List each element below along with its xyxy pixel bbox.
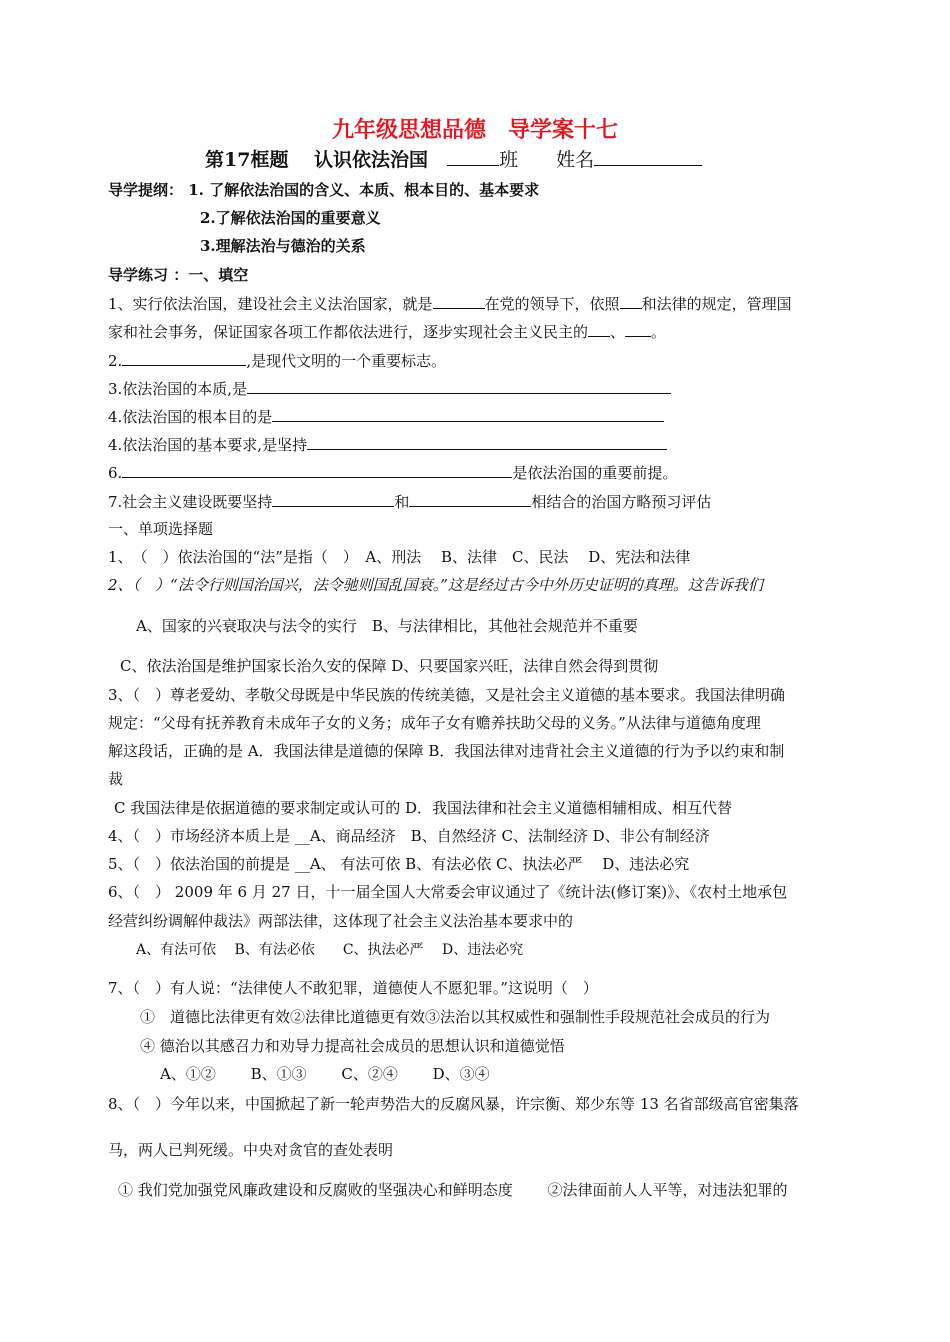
fill-question-1 bbox=[108, 293, 792, 314]
choice-line: A、①② B、①③ C、②④ D、③④ bbox=[160, 1065, 490, 1083]
lesson-header bbox=[205, 148, 702, 172]
question-text: 4.依法治国的根本目的是 bbox=[108, 408, 273, 426]
choice-line: ④ 德治以其感召力和劝导力提高社会成员的思想认识和道德觉悟 bbox=[140, 1037, 565, 1055]
choice-line: 6、（ ） 2009 年 6 月 27 日，十一届全国人大常委会审议通过了《统计法(修订案)》、《农村土地承包 bbox=[108, 883, 788, 901]
answer-blank[interactable] bbox=[433, 293, 485, 309]
choice-line: 裁 bbox=[108, 770, 124, 788]
fill-question-7 bbox=[108, 491, 711, 512]
choice-line: 4、（ ）市场经济本质上是 __A、商品经济 B、自然经济 C、法制经济 D、非公有制经济 bbox=[108, 827, 710, 845]
choice-line: 1、 （ ）依法治国的“法”是指（ ） A、刑法 B、法律 C、民法 D、宪法和法律 bbox=[108, 548, 691, 566]
question-text: ,是现代文明的一个重要标志。 bbox=[246, 352, 447, 370]
fill-question-5 bbox=[108, 434, 667, 455]
answer-blank[interactable] bbox=[307, 434, 667, 450]
question-text: 相结合的治国方略预习评估 bbox=[531, 493, 712, 511]
choice-line: A、国家的兴衰取决与法令的实行 B、与法律相比，其他社会规范并不重要 bbox=[136, 617, 638, 635]
answer-blank[interactable] bbox=[122, 350, 246, 366]
choice-line: 马，两人已判死缓。中央对贪官的查处表明 bbox=[108, 1141, 394, 1159]
question-text: 和法律的规定，管理国 bbox=[641, 295, 792, 313]
choice-line: 8、（ ）今年以来，中国掀起了新一轮声势浩大的反腐风暴，许宗衡、郑少东等 13 名省部级高官密集落 bbox=[108, 1095, 799, 1113]
question-text: 2. bbox=[108, 352, 123, 370]
answer-blank[interactable] bbox=[247, 378, 671, 394]
choice-line: A、有法可依 B、有法必依 C、执法必严 D、违法必究 bbox=[136, 942, 524, 958]
fill-question-2 bbox=[108, 350, 446, 371]
choice-line: ① 道德比法律更有效②法律比道德更有效③法治以其权威性和强制性手段规范社会成员的行为 bbox=[140, 1008, 771, 1026]
answer-blank[interactable] bbox=[409, 491, 531, 507]
question-text: 4.依法治国的基本要求,是坚持 bbox=[108, 436, 308, 454]
question-text: 是依法治国的重要前提。 bbox=[512, 464, 678, 482]
fill-question-6 bbox=[108, 462, 677, 483]
practice-heading: 导学练习 ：一、填空 bbox=[108, 266, 249, 284]
choice-line: 规定：“父母有抚养教育未成年子女的义务；成年子女有赡养扶助父母的义务。”从法律与道德角度理 bbox=[108, 714, 761, 732]
outline-label: 导学提纲： bbox=[108, 181, 184, 199]
choice-line: ① 我们党加强党风廉政建设和反腐败的坚强决心和鲜明态度 ②法律面前人人平等，对违法犯罪的 bbox=[118, 1181, 788, 1199]
question-text: 在党的领导下，依照 bbox=[484, 295, 620, 313]
answer-blank[interactable] bbox=[625, 321, 651, 337]
question-text: 3.依法治国的本质,是 bbox=[108, 380, 248, 398]
page-title: 九年级思想品德 导学案十七 bbox=[331, 117, 618, 143]
lesson-title: 第17框题 认识依法治国 bbox=[205, 149, 448, 171]
outline-item: 2.了解依法治国的重要意义 bbox=[200, 209, 381, 227]
name-blank[interactable] bbox=[594, 150, 702, 166]
choice-line: 2、（ ）“法令行则国治国兴，法令驰则国乱国衰。”这是经过古今中外历史证明的真理。这告诉我们 bbox=[108, 576, 763, 594]
choice-line: 5、（ ）依法治国的前提是 __A、 有法可依 B、有法必依 C、执法必严 D、违法必究 bbox=[108, 855, 690, 873]
choice-line: C 我国法律是依据道德的要求制定或认可的 D．我国法律和社会主义道德相辅相成、相互代替 bbox=[114, 799, 733, 817]
answer-blank[interactable] bbox=[620, 293, 642, 309]
choice-line: C、依法治国是维护国家长治久安的保障 D、只要国家兴旺，法律自然会得到贯彻 bbox=[120, 657, 659, 675]
outline-line-1 bbox=[108, 180, 539, 200]
question-text: 和 bbox=[394, 493, 410, 511]
answer-blank[interactable] bbox=[272, 406, 664, 422]
question-text: 、 bbox=[610, 323, 626, 341]
choice-line: 3、（ ）尊老爱幼、孝敬父母既是中华民族的传统美德，又是社会主义道德的基本要求。我国法律明确 bbox=[108, 686, 786, 704]
fill-question-3 bbox=[108, 378, 671, 399]
question-text: 6. bbox=[108, 464, 123, 482]
fill-question-4 bbox=[108, 406, 664, 427]
choice-line: 经营纠纷调解仲裁法》两部法律，这体现了社会主义法治基本要求中的 bbox=[108, 912, 574, 930]
choice-line: 解这段话，正确的是 A．我国法律是道德的保障 B．我国法律对违背社会主义道德的行为予以约束和制 bbox=[108, 742, 785, 760]
question-text: 1、实行依法治国，建设社会主义法治国家，就是 bbox=[108, 295, 433, 313]
choice-heading: 一、单项选择题 bbox=[108, 520, 214, 538]
name-label: 姓名 bbox=[556, 149, 595, 171]
outline-item: 1. 了解依法治国的含义、本质、根本目的、基本要求 bbox=[188, 181, 540, 199]
question-text: 7.社会主义建设既要坚持 bbox=[108, 493, 273, 511]
answer-blank[interactable] bbox=[122, 462, 512, 478]
question-text: 家和社会事务，保证国家各项工作都依法进行，逐步实现社会主义民主的 bbox=[108, 323, 589, 341]
question-text: 。 bbox=[651, 323, 667, 341]
answer-blank[interactable] bbox=[272, 491, 394, 507]
answer-blank[interactable] bbox=[588, 321, 610, 337]
class-label: 班 bbox=[499, 149, 519, 171]
choice-line: 7、（ ）有人说：“法律使人不敢犯罪，道德使人不愿犯罪。”这说明（ ） bbox=[108, 979, 598, 997]
fill-question-1-cont bbox=[108, 321, 666, 342]
outline-item: 3.理解法治与德治的关系 bbox=[200, 237, 366, 255]
class-blank[interactable] bbox=[447, 150, 499, 166]
